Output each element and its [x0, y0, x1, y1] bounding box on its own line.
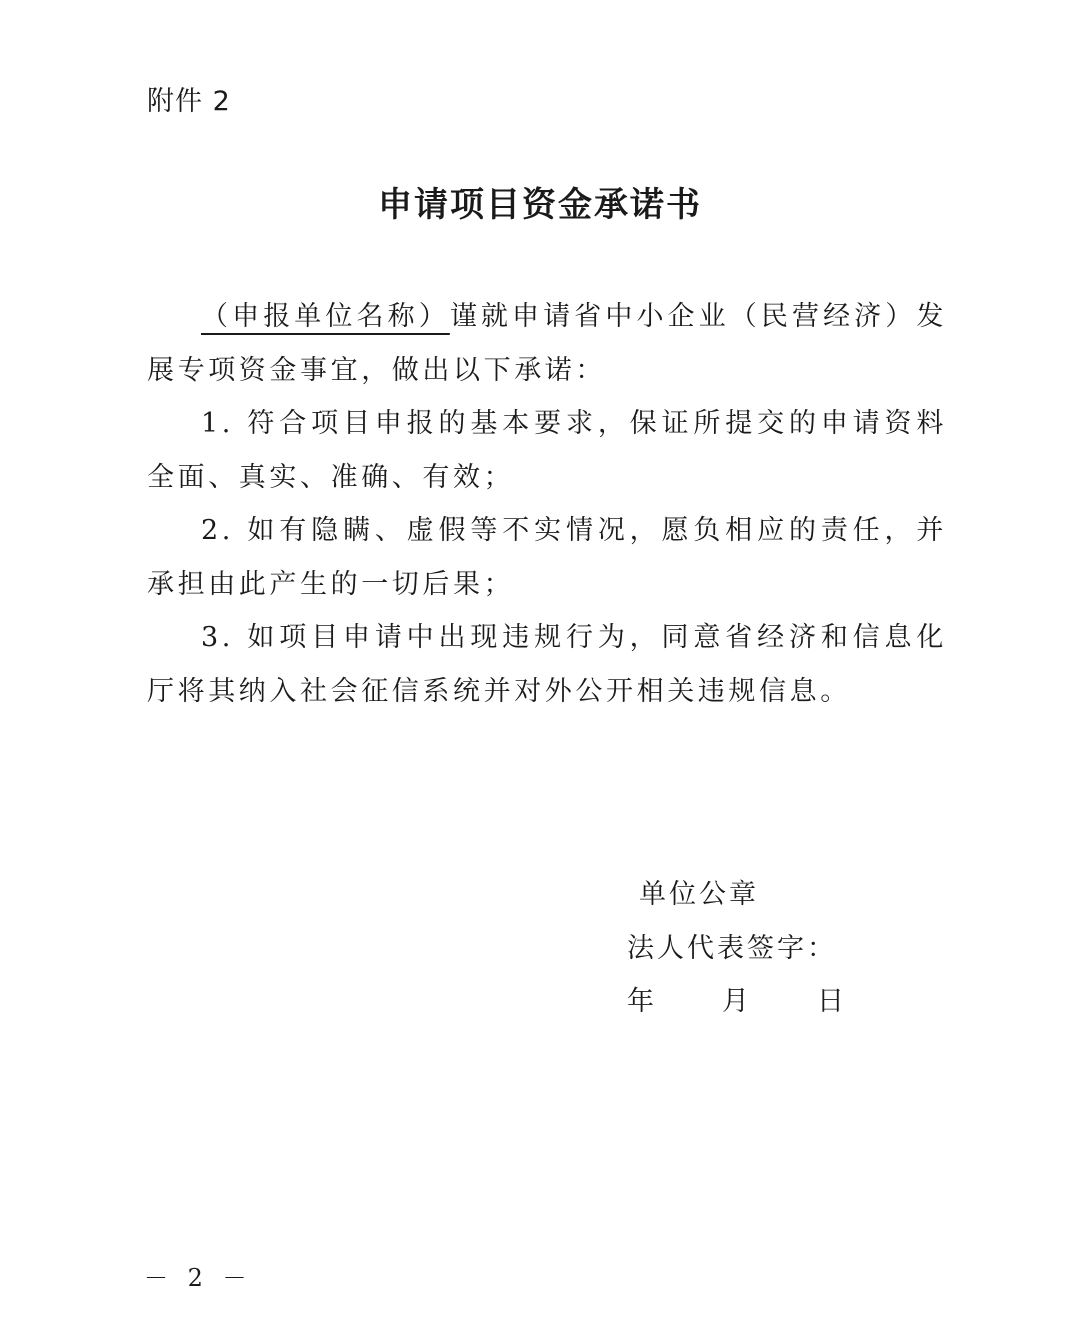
commitment-item-1: 1. 符合项目申报的基本要求，保证所提交的申请资料全面、真实、准确、有效； [147, 408, 947, 493]
legal-rep-signature-label: 法人代表签字： [627, 932, 837, 964]
intro-paragraph [147, 290, 947, 397]
document-title: 申请项目资金承诺书 [378, 185, 702, 225]
document-body [147, 290, 947, 718]
day-label: 日 [817, 986, 847, 1017]
signature-block [627, 868, 847, 1029]
year-label: 年 [627, 986, 657, 1017]
commitment-item-2: 2. 如有隐瞒、虚假等不实情况，愿负相应的责任，并承担由此产生的一切后果； [147, 515, 947, 600]
attachment-label: 附件 2 [147, 86, 231, 117]
seal-label: 单位公章 [639, 879, 759, 910]
month-label: 月 [722, 986, 752, 1017]
commitment-item-3: 3. 如项目申请中出现违规行为，同意省经济和信息化厅将其纳入社会征信系统并对外公开相关违规信息。 [147, 622, 947, 707]
date-line [627, 975, 847, 1029]
applicant-name-placeholder: （申报单位名称） [201, 301, 450, 332]
intro-text: 谨就申请省中小企业（民营经济）发展专项资金事宜，做出以下承诺： [147, 301, 947, 386]
page-number: － 2 － [144, 1264, 253, 1292]
